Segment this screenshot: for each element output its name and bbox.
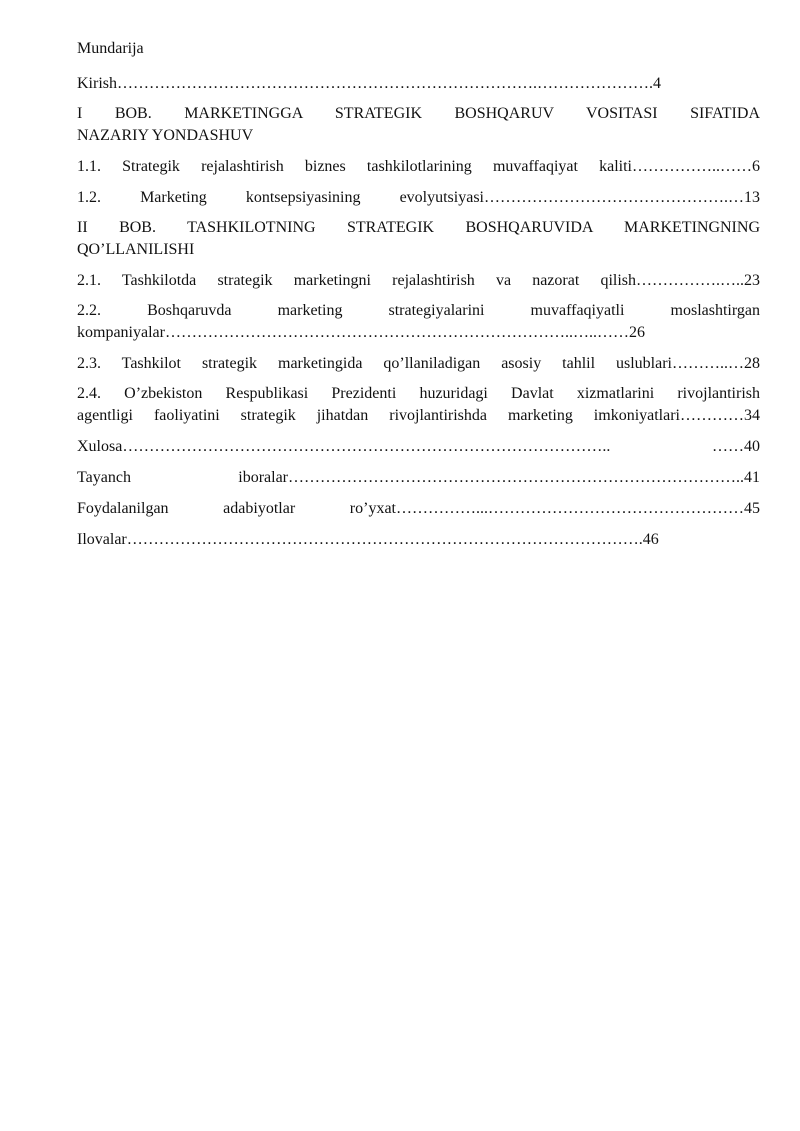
toc-entry-2-2[interactable]: [77, 300, 760, 344]
toc-entry-kirish[interactable]: Kirish…………………………………………………………………….………………….4: [77, 75, 661, 92]
toc-entry-2-3[interactable]: 2.3. Tashkilot strategik marketingida qo’llaniladigan asosiy tahlil uslublari………..…28: [77, 355, 760, 372]
toc-chapter-1-line2: NAZARIY YONDASHUV: [77, 127, 254, 144]
toc-entry-2-4-line1: 2.4. O’zbekiston Respublikasi Prezidenti huzuridagi Davlat xizmatlarini rivojlantirish: [77, 385, 760, 402]
toc-entry-2-1[interactable]: 2.1. Tashkilotda strategik marketingni rejalashtirish va nazorat qilish…………….…..23: [77, 272, 760, 289]
toc-chapter-1-line1: I BOB. MARKETINGGA STRATEGIK BOSHQARUV VOSITASI SIFATIDA: [77, 105, 760, 122]
toc-entry-2-4-line2: agentligi faoliyatini strategik jihatdan rivojlantirishda marketing imkoniyatlari…………34: [77, 407, 760, 424]
toc-entry-adabiyotlar[interactable]: Foydalanilgan adabiyotlar ro’yxat……………...…………………………………………45: [77, 500, 760, 517]
toc-entry-2-2-line2: kompaniyalar…………………………………………………………………..…..……26: [77, 324, 645, 341]
toc-chapter-1[interactable]: [77, 103, 760, 147]
toc-entry-2-4[interactable]: [77, 383, 760, 427]
toc-entry-xulosa[interactable]: Xulosa……………………………………………………………………………….. ……40: [77, 438, 760, 455]
toc-chapter-2[interactable]: [77, 217, 760, 261]
table-of-contents: [77, 36, 760, 551]
toc-chapter-2-line2: QO’LLANILISHI: [77, 241, 195, 258]
toc-chapter-2-line1: II BOB. TASHKILOTNING STRATEGIK BOSHQARUVIDA MARKETINGNING: [77, 219, 760, 236]
toc-entry-2-2-line1: 2.2. Boshqaruvda marketing strategiyalarini muvaffaqiyatli moslashtirgan: [77, 302, 760, 319]
toc-entry-ilovalar[interactable]: Ilovalar…………………………………………………………………………………….46: [77, 531, 659, 548]
toc-entry-tayanch-iboralar[interactable]: Tayanch iboralar…………………………………………………………………………..41: [77, 469, 760, 486]
toc-entry-1-1[interactable]: 1.1. Strategik rejalashtirish biznes tashkilotlarining muvaffaqiyat kaliti……………..……6: [77, 158, 760, 175]
toc-entry-1-2[interactable]: 1.2. Marketing kontsepsiyasining evolyutsiyasi……………………………………….…13: [77, 189, 760, 206]
toc-title: Mundarija: [77, 40, 144, 57]
